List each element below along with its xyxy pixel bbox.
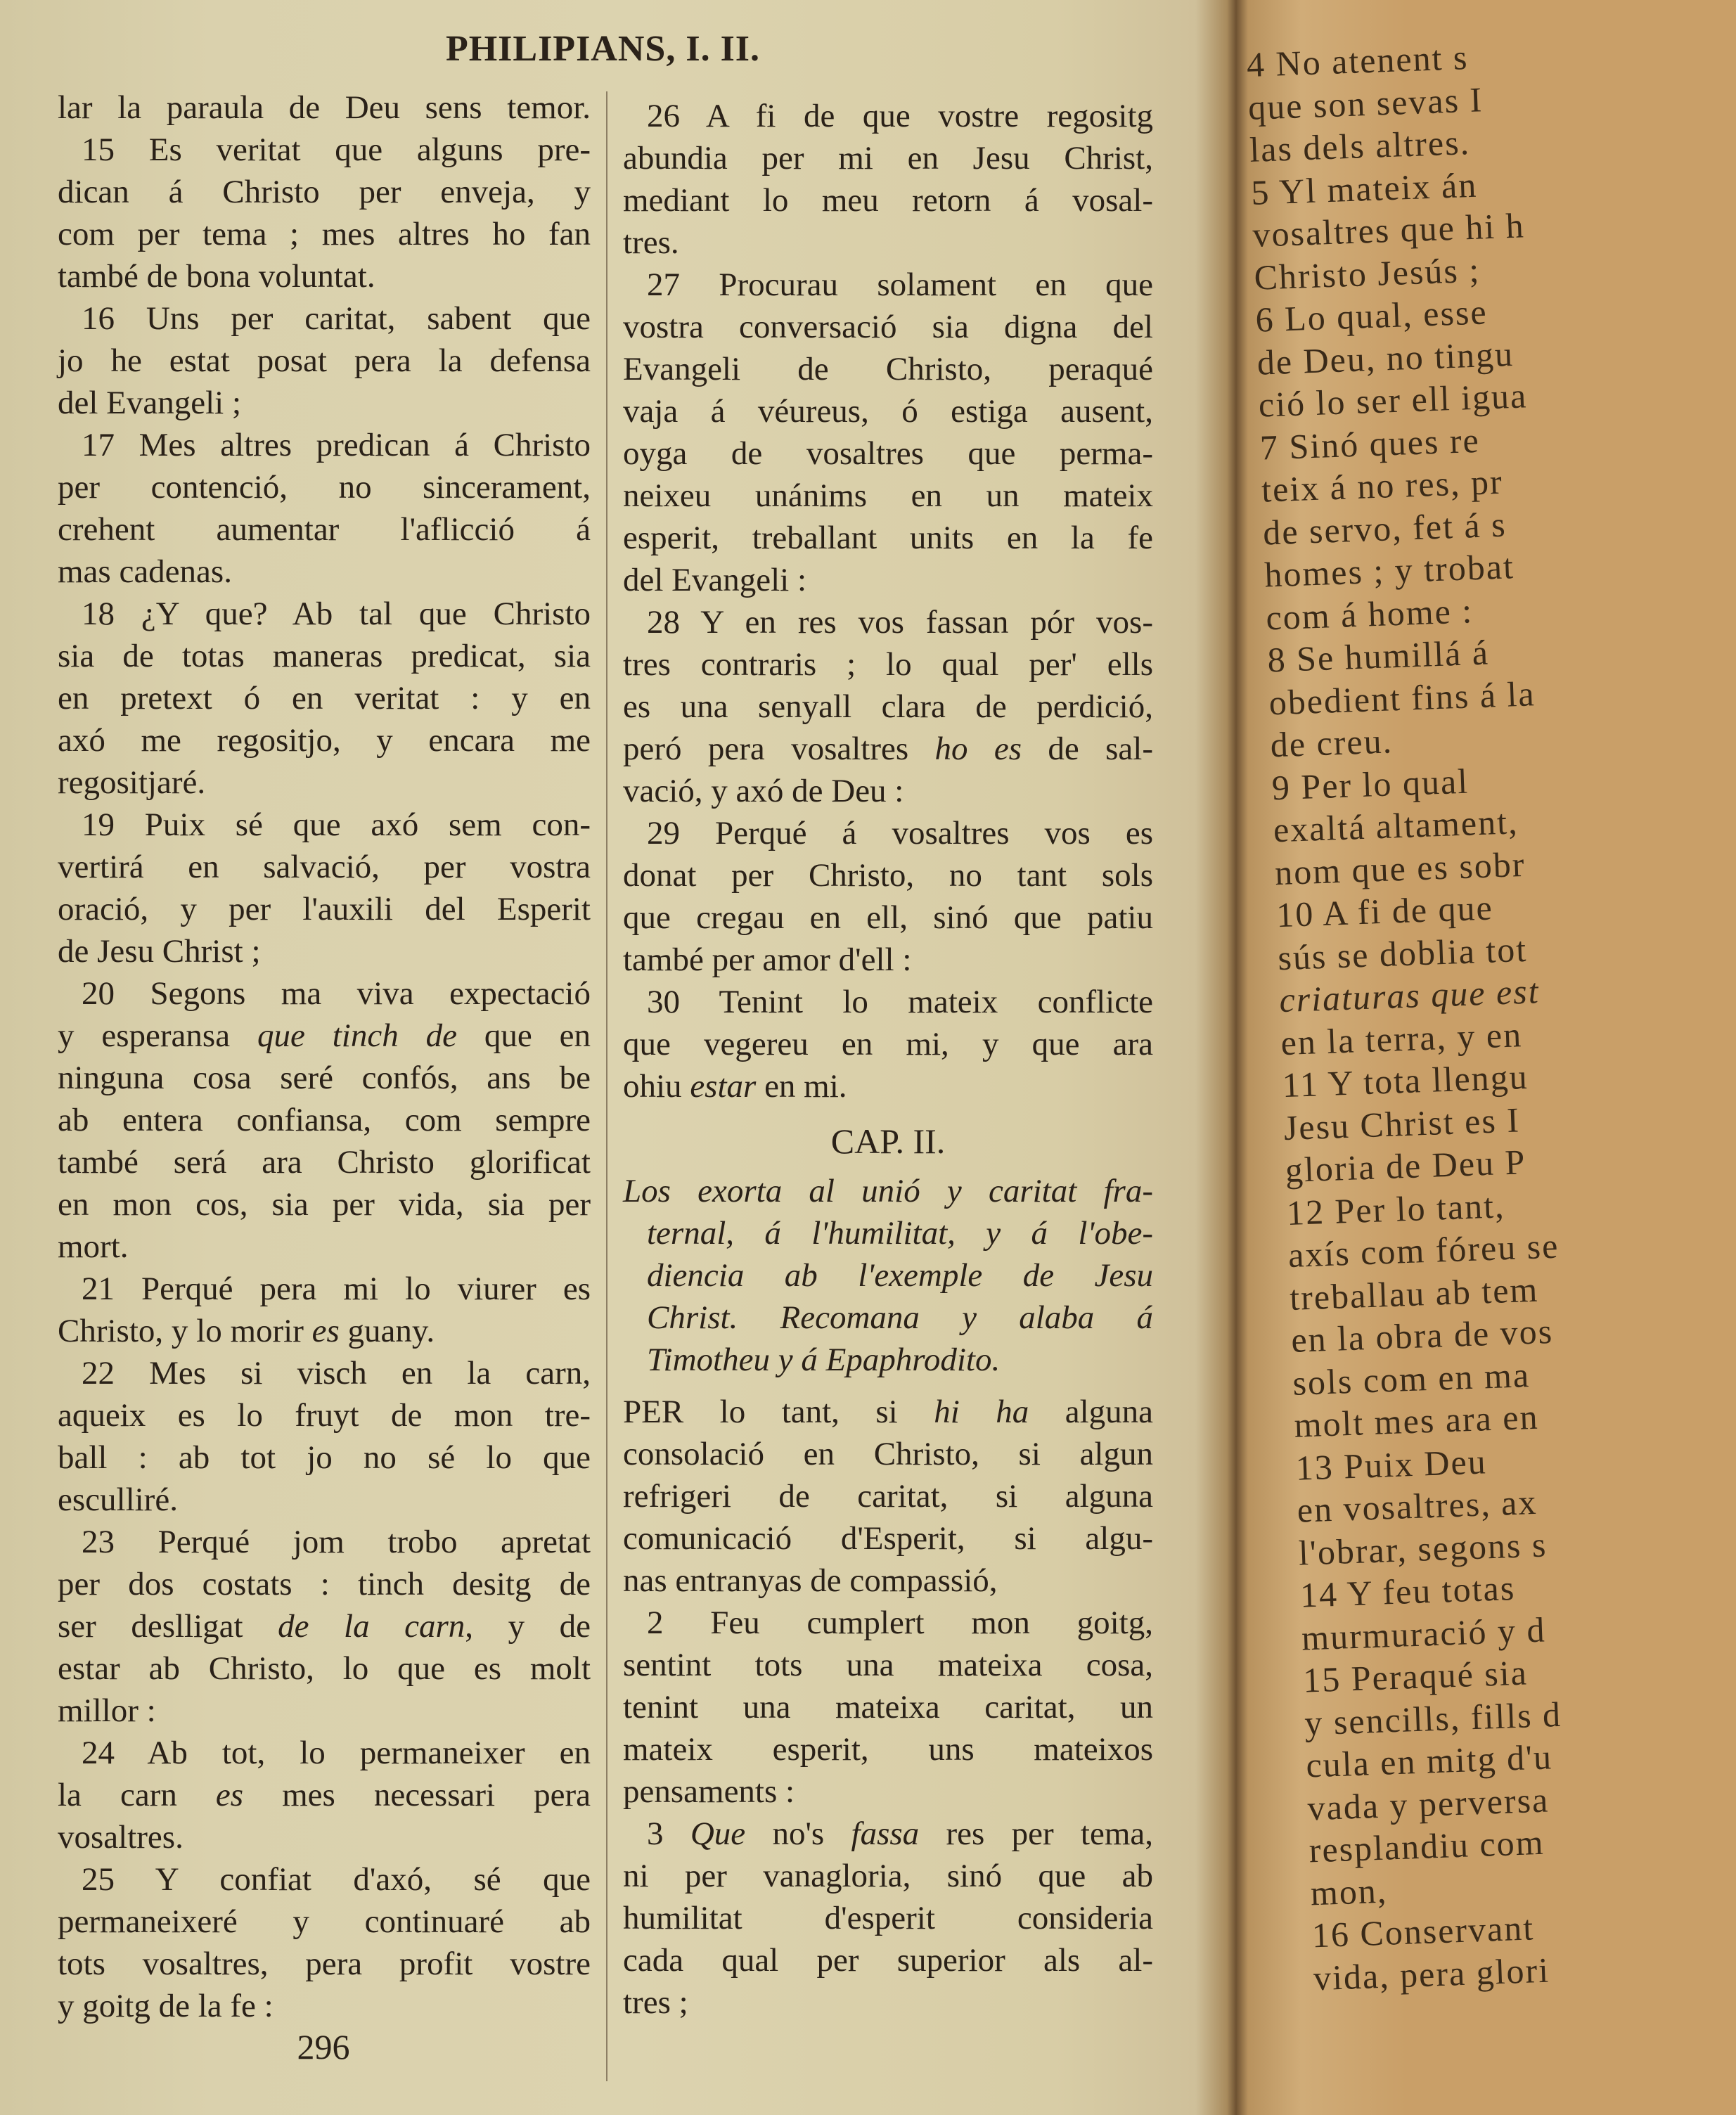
text-segment: PER lo tant, si	[623, 1394, 934, 1430]
facing-page-line: 11 Y tota llengu	[1281, 1056, 1529, 1105]
text-line: ni per vanagloria, sinó que ab	[623, 1858, 1153, 1894]
text-line: per dos costats : tinch desitg de	[58, 1566, 591, 1602]
text-line: vosaltres.	[58, 1819, 184, 1856]
text-line: 24 Ab tot, lo permaneixer en	[82, 1735, 591, 1771]
text-line: Christ. Recomana y alaba á	[647, 1299, 1153, 1336]
text-line	[58, 1774, 591, 1816]
italic-text: que tinch de	[257, 1017, 457, 1054]
facing-page-line: en vosaltres, ax	[1296, 1481, 1538, 1530]
facing-page-line: 14 Y feu totas	[1299, 1567, 1517, 1615]
text-line: vostra conversació sia digna del	[623, 309, 1153, 345]
facing-page-line: 13 Puix Deu	[1294, 1441, 1488, 1488]
text-line: abundia per mi en Jesu Christ,	[623, 140, 1153, 176]
facing-page-line: 7 Sinó ques re	[1259, 420, 1481, 468]
text-line: regositjaré.	[58, 764, 206, 801]
text-line: ab entera confiansa, com sempre	[58, 1102, 591, 1138]
text-line: crehent aumentar l'aflicció á	[58, 511, 591, 548]
text-line: esculliré.	[58, 1481, 178, 1518]
text-line: 25 Y confiat d'axó, sé que	[82, 1861, 591, 1898]
text-line: 17 Mes altres predican á Christo	[82, 427, 591, 463]
facing-page-line: en la obra de vos	[1290, 1311, 1554, 1360]
text-line: dican á Christo per enveja, y	[58, 174, 591, 210]
text-line: mort.	[58, 1228, 129, 1265]
facing-page-line: nom que es sobr	[1274, 844, 1526, 892]
facing-page-line: 9 Per lo qual	[1271, 761, 1470, 807]
text-line: humilitat d'esperit consideria	[623, 1900, 1153, 1936]
facing-page-text	[1246, 29, 1736, 1999]
text-line	[58, 1605, 591, 1647]
text-segment: res per tema,	[919, 1815, 1153, 1852]
text-line: 16 Uns per caritat, sabent que	[82, 300, 591, 337]
text-line: oració, y per l'auxili del Esperit	[58, 891, 591, 927]
facing-page-line: treballau ab tem	[1289, 1269, 1540, 1318]
text-line: millor :	[58, 1692, 156, 1729]
facing-page-line: 10 A fi de que	[1275, 887, 1494, 935]
facing-page-line: 16 Conservant	[1311, 1908, 1535, 1955]
facing-page-line: teix á no res, pr	[1261, 461, 1504, 510]
italic-text: es	[311, 1313, 340, 1349]
text-line: esperit, treballant units en la fe	[623, 520, 1153, 556]
text-line: 21 Perqué pera mi lo viurer es	[82, 1271, 591, 1307]
text-line: 26 A fi de que vostre regositg	[647, 98, 1153, 134]
italic-text: ho es	[934, 731, 1022, 767]
page-number: 296	[297, 2027, 350, 2066]
right-column-chapter-text	[623, 1391, 1153, 2024]
text-line: aqueix es lo fruyt de mon tre-	[58, 1397, 591, 1434]
text-line: es una senyall clara de perdició,	[623, 688, 1153, 725]
text-line	[623, 728, 1153, 770]
facing-page-line: murmuració y d	[1301, 1609, 1547, 1658]
italic-text: de la carn	[278, 1608, 465, 1645]
text-line: Evangeli de Christo, peraqué	[623, 351, 1153, 387]
left-column	[58, 86, 591, 2027]
text-line: jo he estat posat pera la defensa	[58, 342, 591, 379]
text-line: refrigeri de caritat, si alguna	[623, 1478, 1153, 1515]
text-segment: alguna	[1029, 1394, 1153, 1430]
text-line: consolació en Christo, si algun	[623, 1436, 1153, 1472]
chapter-summary	[623, 1170, 1153, 1381]
facing-page-line: gloria de Deu P	[1284, 1142, 1527, 1190]
facing-page-line: de creu.	[1269, 721, 1394, 765]
text-line: també de bona voluntat.	[58, 258, 375, 295]
text-line: 15 Es veritat que alguns pre-	[82, 131, 591, 168]
text-line: 20 Segons ma viva expectació	[82, 975, 591, 1012]
facing-page-line: y sencills, fills d	[1304, 1694, 1562, 1743]
facing-page-line: que son sevas I	[1247, 79, 1484, 127]
text-line	[58, 1015, 591, 1057]
facing-page-line: de servo, fet á s	[1262, 504, 1507, 553]
facing-page-line: 12 Per lo tant,	[1286, 1185, 1506, 1233]
text-line: sentint tots una mateixa cosa,	[623, 1647, 1153, 1683]
facing-page-line: en la terra, y en	[1280, 1014, 1523, 1062]
text-segment: ser deslligat	[58, 1608, 278, 1645]
facing-page-line: 15 Peraqué sia	[1302, 1652, 1529, 1700]
text-segment: no's	[745, 1815, 851, 1852]
text-segment: que en	[456, 1017, 591, 1054]
text-line: diencia ab l'exemple de Jesu	[647, 1257, 1153, 1294]
text-line: 28 Y en res vos fassan pór vos-	[647, 604, 1153, 641]
text-segment: Christo, y lo morir	[58, 1313, 312, 1349]
text-line	[623, 1391, 1153, 1433]
text-line: tres ;	[623, 1984, 688, 2021]
text-segment: , y de	[465, 1608, 591, 1645]
text-line: axó me regositjo, y encara me	[58, 722, 591, 759]
facing-page-line: 8 Se humillá á	[1266, 632, 1490, 680]
text-line: mas cadenas.	[58, 553, 232, 590]
text-line: ball : ab tot jo no sé lo que	[58, 1439, 591, 1476]
facing-page-line: obedient fins á la	[1268, 673, 1536, 722]
text-line: vaja á véureus, ó estiga ausent,	[623, 393, 1153, 430]
facing-page-line: de Deu, no tingu	[1256, 333, 1515, 382]
facing-page-line: molt mes ara en	[1293, 1396, 1540, 1445]
text-line: vertirá en salvació, per vostra	[58, 849, 591, 885]
facing-page-line: sols com en ma	[1292, 1354, 1531, 1403]
italic-text: es	[215, 1777, 244, 1813]
text-line: oyga de vosaltres que perma-	[623, 435, 1153, 472]
facing-page-line: axís com fóreu se	[1287, 1226, 1560, 1275]
facing-page-line: l'obrar, segons s	[1297, 1524, 1548, 1573]
facing-page-line: com á home :	[1265, 590, 1474, 637]
text-segment: y esperansa	[58, 1017, 257, 1054]
text-line	[623, 1065, 1153, 1107]
text-line: Los exorta al unió y caritat fra-	[623, 1173, 1153, 1209]
text-line: de Jesu Christ ;	[58, 933, 261, 970]
text-line: del Evangeli :	[623, 562, 807, 598]
text-line	[623, 1813, 1153, 1855]
text-segment: peró pera vosaltres	[623, 731, 935, 767]
text-line: tenint una mateixa caritat, un	[623, 1689, 1153, 1725]
text-line: Timotheu y á Epaphrodito.	[647, 1342, 1001, 1378]
text-line: en mon cos, sia per vida, sia per	[58, 1186, 591, 1223]
text-line: sia de totas maneras predicat, sia	[58, 638, 591, 674]
facing-page-line: homes ; y trobat	[1264, 546, 1515, 595]
text-line: permaneixeré y continuaré ab	[58, 1903, 591, 1940]
text-line: estar ab Christo, lo que es molt	[58, 1650, 591, 1687]
facing-page-line: Christo Jesús ;	[1253, 250, 1481, 297]
text-line: mediant lo meu retorn á vosal-	[623, 182, 1153, 219]
right-column-verses	[623, 95, 1153, 1107]
text-line: en pretext ó en veritat : y en	[58, 680, 591, 716]
text-segment: la carn	[58, 1777, 216, 1813]
text-line: tres.	[623, 224, 679, 261]
text-line: que vegereu en mi, y que ara	[623, 1026, 1153, 1062]
facing-page-line: 6 Lo qual, esse	[1254, 292, 1489, 340]
text-segment: guany.	[339, 1313, 435, 1349]
facing-page-line: 5 Yl mateix án	[1250, 165, 1479, 212]
italic-text: criaturas que est	[1278, 971, 1541, 1020]
italic-text: hi ha	[934, 1394, 1029, 1430]
text-line: neixeu unánims en un mateix	[623, 477, 1153, 514]
text-line: com per tema ; mes altres ho fan	[58, 216, 591, 252]
text-line: 2 Feu cumplert mon goitg,	[647, 1605, 1153, 1641]
text-line: per contenció, no sincerament,	[58, 469, 591, 506]
text-line: tots vosaltres, pera profit vostre	[58, 1946, 591, 1982]
text-line: tres contraris ; lo qual per' ells	[623, 646, 1153, 683]
facing-page-line: Jesu Christ es I	[1282, 1099, 1521, 1148]
text-line: lar la paraula de Deu sens temor.	[58, 89, 591, 126]
facing-page-line: 4 No atenent s	[1246, 37, 1470, 84]
text-segment: de sal-	[1022, 731, 1153, 767]
text-line: ninguna cosa seré confós, ans be	[58, 1060, 591, 1096]
text-segment: mes necessari pera	[243, 1777, 591, 1813]
text-line: donat per Christo, no tant sols	[623, 857, 1153, 894]
text-line: 18 ¿Y que? Ab tal que Christo	[82, 596, 591, 632]
facing-page-line: vida, pera glori	[1313, 1950, 1550, 1998]
facing-page-line: exaltá altament,	[1273, 802, 1519, 850]
text-line: comunicació d'Esperit, si algu-	[623, 1520, 1153, 1557]
facing-page-line: las dels altres.	[1249, 122, 1471, 169]
running-title: PHILIPIANS, I. II.	[445, 29, 761, 69]
italic-text: estar	[690, 1068, 757, 1105]
text-line: vació, y axó de Deu :	[623, 773, 904, 809]
text-line: 29 Perqué á vosaltres vos es	[647, 815, 1153, 851]
text-line: ternal, á l'humilitat, y á l'obe-	[647, 1215, 1153, 1252]
facing-page-line: cula en mitg d'u	[1305, 1737, 1553, 1785]
facing-page-line: sús se doblia tot	[1277, 929, 1528, 977]
facing-page-line: vada y perversa	[1306, 1779, 1550, 1827]
facing-page-line: resplandiu com	[1308, 1822, 1545, 1870]
column-divider	[606, 91, 607, 2081]
text-line: cada qual per superior als al-	[623, 1942, 1153, 1979]
text-line: y goitg de la fe :	[58, 1988, 274, 2024]
text-segment: 3	[647, 1815, 690, 1852]
text-line: també per amor d'ell :	[623, 941, 912, 978]
text-segment: en mi.	[756, 1068, 847, 1105]
text-line: nas entranyas de compassió,	[623, 1562, 998, 1599]
chapter-heading: CAP. II.	[830, 1121, 946, 1161]
text-segment: ohiu	[623, 1068, 690, 1105]
text-line: mateix esperit, uns mateixos	[623, 1731, 1153, 1768]
text-line: 22 Mes si visch en la carn,	[82, 1355, 591, 1391]
facing-page-line: ció lo ser ell igua	[1257, 375, 1529, 425]
facing-page-line: mon,	[1309, 1870, 1389, 1912]
text-line: del Evangeli ;	[58, 385, 242, 421]
text-line: que cregau en ell, sinó que patiu	[623, 899, 1153, 936]
text-line: 27 Procurau solament en que	[647, 266, 1153, 303]
italic-text: Que	[690, 1815, 746, 1852]
text-line	[58, 1310, 591, 1352]
text-line: 19 Puix sé que axó sem con-	[82, 806, 591, 843]
text-line: pensaments :	[623, 1773, 795, 1810]
italic-text: fassa	[851, 1815, 920, 1852]
text-line: 30 Tenint lo mateix conflicte	[647, 984, 1153, 1020]
text-line: 23 Perqué jom trobo apretat	[82, 1524, 591, 1560]
facing-page-line: vosaltres que hi h	[1252, 205, 1526, 255]
text-line: també será ara Christo glorificat	[58, 1144, 591, 1181]
